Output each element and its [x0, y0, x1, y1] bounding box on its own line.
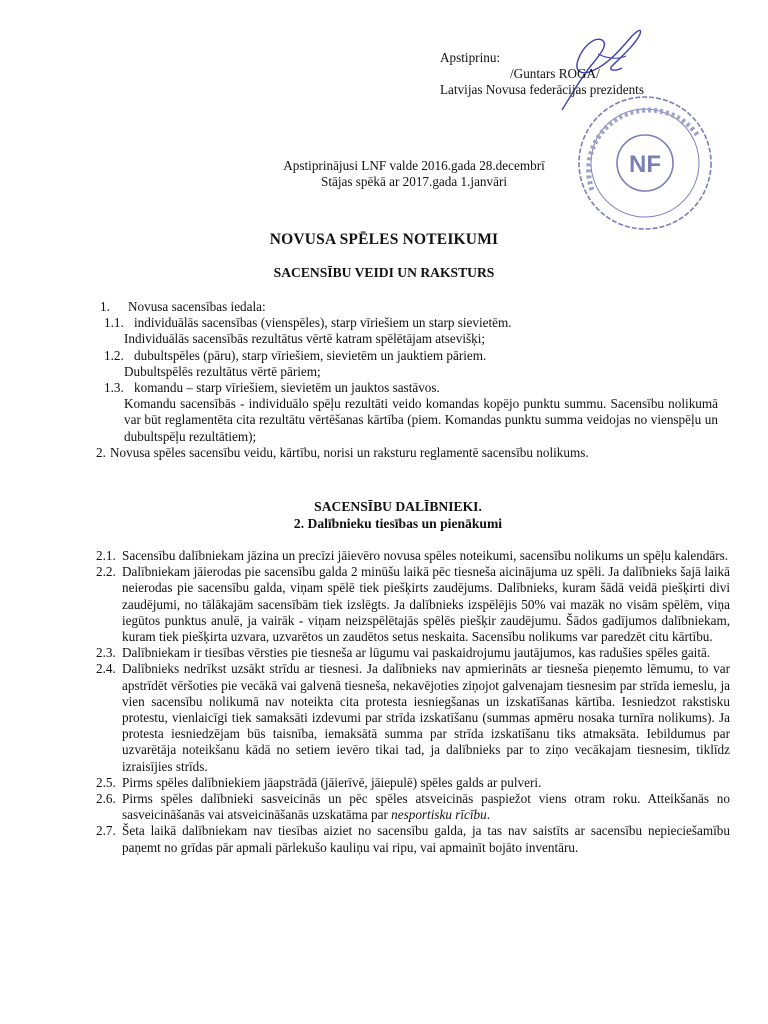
item-text: Novusa spēles sacensību veidu, kārtību, norisi un raksturu reglamentē sacensību nolikums. — [110, 444, 589, 460]
item-text: Novusa sacensības iedala: — [128, 299, 266, 314]
item-text: komandu – starp vīriešiem, sievietēm un jauktos sastāvos. — [134, 380, 440, 396]
list-item — [96, 791, 730, 823]
approval-signer: /Guntars ROGA/ — [510, 66, 600, 82]
item-continuation: Komandu sacensībās - individuālo spēļu rezultāti veido komandas kopējo punktu summu. Sacensību nolikumā var būt reglamentēta cita rezultātu vērtēšanas kārtība (piem. Komandas punktu summa veidojas no vienspēļu un dubultspēļu rezultātiem); — [124, 396, 718, 444]
item-text: Dalībniekam jāierodas pie sacensību galda 2 minūšu laikā pēc tiesneša aicinājuma uz spēli. Ja dalībnieks šajā laikā neierodas pie sacensību galda, viņam spēlē tiek piešķirts zaudējums. Dalībnieks, kuram šādā veidā piešķirti divi zaudējumi, no tālākajām sacensībām tiek izslēgts. Ja dalībnieks izspēlējis 50% vai mazāk no visām spēlēm, viņa iegūtos punktus anulē, ja vairāk - viņam neizspēlētajās spēlēs piešķir zaudējumu. Šādos gadījumos dalībniekam, kuram tiek piešķirta uzvara, uzvarētos un zaudētos setus neskaita. Sacensību nolikums var paredzēt citu kārtību. — [122, 564, 730, 645]
effective-date: Stājas spēkā ar 2017.gada 1.janvāri — [320, 174, 508, 190]
adoption-date: Apstiprinājusi LNF valde 2016.gada 28.decembrī — [283, 158, 545, 173]
list-item — [96, 564, 730, 645]
item-number: 2.1. — [96, 548, 116, 563]
svg-text:NF: NF — [629, 151, 661, 178]
item-text-end: . — [486, 807, 491, 823]
item-number: 2.2. — [96, 564, 116, 580]
item-number: 2. — [96, 444, 106, 460]
item-text: Pirms spēles dalībniekiem jāapstrādā (jāierīvē, jāiepulē) spēles galds ar pulveri. — [122, 774, 542, 790]
list-item — [96, 775, 730, 791]
section1 — [98, 299, 718, 461]
item-text: individuālās sacensības (vienspēles), starp vīriešiem un starp sievietēm. — [134, 315, 512, 331]
item-text-main: Pirms spēles dalībnieki sasveicinās un pēc spēles atsveicinās paspiežot viens otram roku. Atteikšanās no sasveicināšanās vai atsveicināšanās uzskatāma par — [122, 791, 730, 823]
approval-label: Apstiprinu: — [440, 50, 501, 65]
item-number: 1. — [100, 299, 110, 314]
approval-position: Latvijas Novusa federācijas prezidents — [440, 82, 644, 98]
item-text-italic: nesportisku rīcību — [391, 807, 487, 823]
item-continuation: Dubultspēlēs rezultātus vērtē pāriem; — [124, 363, 321, 379]
list-item — [96, 823, 730, 855]
item-text: Dalībniekam ir tiesības vērsties pie tiesneša ar lūgumu vai paskaidrojumu jautājumos, kas radušies spēles gaitā. — [122, 645, 711, 661]
item-continuation: Individuālās sacensībās rezultātus vērtē katram spēlētājam atsevišķi; — [124, 331, 486, 347]
list-item — [98, 315, 718, 331]
item-number: 1.3. — [104, 380, 124, 396]
item-number: 2.7. — [96, 823, 116, 839]
item-number: 1.1. — [104, 315, 124, 331]
item-text: dubultspēles (pāru), starp vīriešiem, sievietēm un jauktiem pāriem. — [134, 347, 487, 363]
approval-block — [436, 50, 736, 99]
item-number: 2.3. — [96, 645, 116, 661]
list-item — [96, 445, 718, 461]
item-text — [122, 791, 730, 823]
list-item — [96, 645, 730, 661]
section2 — [96, 548, 730, 856]
item-text: Dalībnieks nedrīkst uzsākt strīdu ar tiesnesi. Ja dalībnieks nav apmierināts ar tiesneša pieņemto lēmumu, to var apstrīdēt vēršoties pie vecākā vai galvenā tiesneša, nekavējoties ziņojot galvenajam tiesnesim par strīda iemeslu, ja vien sacensību nolikumā nav noteikta cita protesta iesniegšanas un izskatīšanas kārtība. Iesniedzot rakstisku protestu, vienlaicīgi tiek samaksāti izdevumi par strīda izskatīšanu (summas apmēru nosaka turnīra nolikums). Ja protesta iesniedzējam būs taisnība, iemaksātā summa par strīda izskatīšanu tiks atmaksāta. Iebildumus par uzvarētāja noteikšanu kādā no setiem ievēro tikai tad, ja dalībnieks par to ziņo vecākajam tiesnesim, tiklīdz izraisījies strīds. — [122, 661, 730, 774]
document-title: NOVUSA SPĒLES NOTEIKUMI — [269, 231, 499, 248]
list-item — [96, 548, 730, 564]
section2-heading: SACENSĪBU DALĪBNIEKI. — [314, 499, 482, 514]
item-text: Šeta laikā dalībniekam nav tiesības aiziet no sacensību galda, ja tas nav saistīts ar sacensību nepieciešamību paņemt no grīdas pār apmali pārlekušo kauliņu vai ripu, vai apmainīt bojāto inventāru. — [122, 823, 730, 855]
item-number: 2.5. — [96, 774, 116, 790]
item-text: Sacensību dalībniekam jāzina un precīzi jāievēro novusa spēles noteikumi, sacensību nolikums un spēļu kalendārs. — [122, 548, 729, 563]
adoption-note — [0, 158, 768, 190]
item-number: 2.6. — [96, 791, 116, 807]
list-item — [98, 299, 718, 315]
item-number: 2.4. — [96, 661, 116, 677]
section1-heading: SACENSĪBU VEIDI UN RAKSTURS — [273, 265, 495, 280]
list-item — [96, 661, 730, 774]
item-number: 1.2. — [104, 347, 124, 363]
list-item — [98, 348, 718, 364]
section2-subheading: 2. Dalībnieku tiesības un pienākumi — [293, 516, 503, 531]
list-item — [98, 380, 718, 396]
